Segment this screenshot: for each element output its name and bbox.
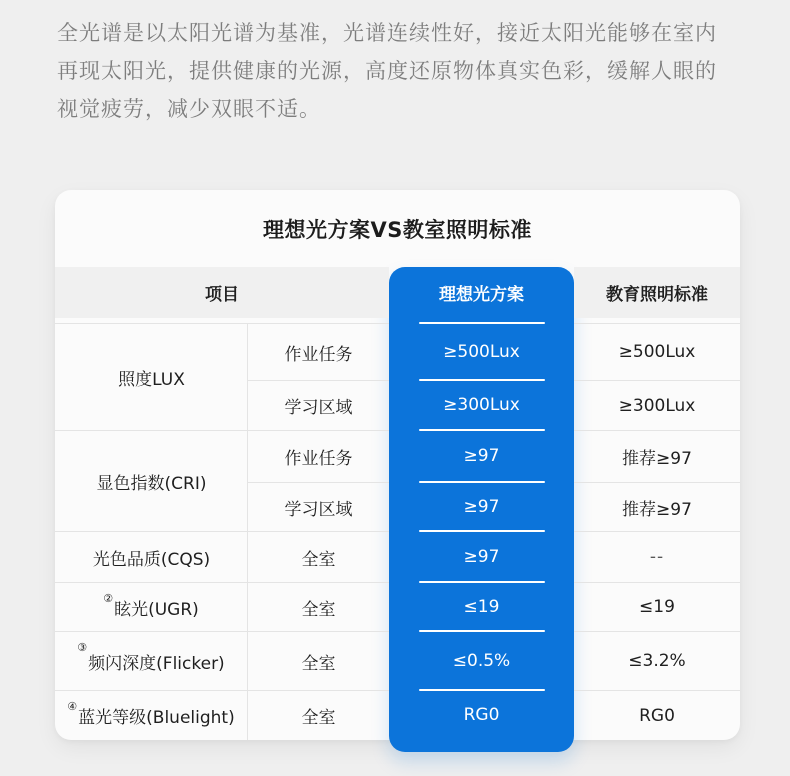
standard-value-cell: RG0: [574, 690, 740, 740]
column-header-item: 项目: [55, 267, 389, 318]
footnote-mark: ③: [77, 641, 88, 654]
category-illuminance: [55, 323, 247, 430]
category-label: 频闪深度(Flicker): [88, 653, 225, 674]
category-label: 眩光(UGR): [114, 599, 199, 620]
ideal-value-cell: ≥97: [389, 531, 574, 582]
sub-area-cell: 作业任务: [247, 323, 389, 380]
ideal-value-cell: ≥97: [389, 482, 574, 531]
category-label: 光色品质(CQS): [92, 549, 211, 570]
ideal-value-cell: ≥300Lux: [389, 380, 574, 430]
intro-line: 再现太阳光，提供健康的光源，高度还原物体真实色彩，缓解人眼的: [57, 59, 717, 83]
sub-area-cell: 全室: [247, 690, 389, 740]
column-header-education-standard: 教育照明标准: [574, 267, 740, 318]
category-cqs: [55, 531, 247, 582]
footnote-mark: ②: [103, 592, 114, 605]
category-label: 蓝光等级(Bluelight): [78, 708, 235, 728]
ideal-value-cell: ≤19: [389, 582, 574, 631]
standard-value-cell: ≤19: [574, 582, 740, 631]
category-flicker: [55, 631, 247, 690]
footnote-mark: ④: [67, 700, 78, 713]
standard-value-cell: ≥500Lux: [574, 323, 740, 380]
column-header-ideal-plan: 理想光方案: [389, 267, 574, 323]
standard-value-cell: ≥300Lux: [574, 380, 740, 430]
intro-paragraph: [57, 14, 747, 128]
ideal-value-cell: ≤0.5%: [389, 631, 574, 690]
comparison-card: [55, 190, 740, 740]
intro-line: 全光谱是以太阳光谱为基准，光谱连续性好，接近太阳光能够在室内: [57, 21, 717, 45]
sub-area-cell: 学习区域: [247, 380, 389, 430]
ideal-value-cell: ≥97: [389, 430, 574, 482]
category-label: 显色指数(CRI): [96, 473, 207, 494]
category-ugr: [55, 582, 247, 631]
standard-value-cell: --: [574, 531, 740, 582]
category-cri: [55, 430, 247, 531]
sub-area-cell: 全室: [247, 531, 389, 582]
sub-area-cell: 学习区域: [247, 482, 389, 531]
sub-area-cell: 全室: [247, 582, 389, 631]
category-label: 照度LUX: [118, 369, 185, 390]
standard-value-cell: ≤3.2%: [574, 631, 740, 690]
ideal-value-cell: ≥500Lux: [389, 323, 574, 380]
comparison-table: [55, 267, 740, 740]
intro-line: 视觉疲劳，减少双眼不适。: [57, 97, 321, 121]
category-bluelight: [55, 690, 247, 740]
ideal-value-cell: RG0: [463, 705, 500, 725]
standard-value-cell: 推荐≥97: [574, 482, 740, 531]
sub-area-cell: 全室: [247, 631, 389, 690]
standard-value-cell: 推荐≥97: [574, 430, 740, 482]
card-title: 理想光方案VS教室照明标准: [263, 217, 532, 242]
sub-area-cell: 作业任务: [247, 430, 389, 482]
